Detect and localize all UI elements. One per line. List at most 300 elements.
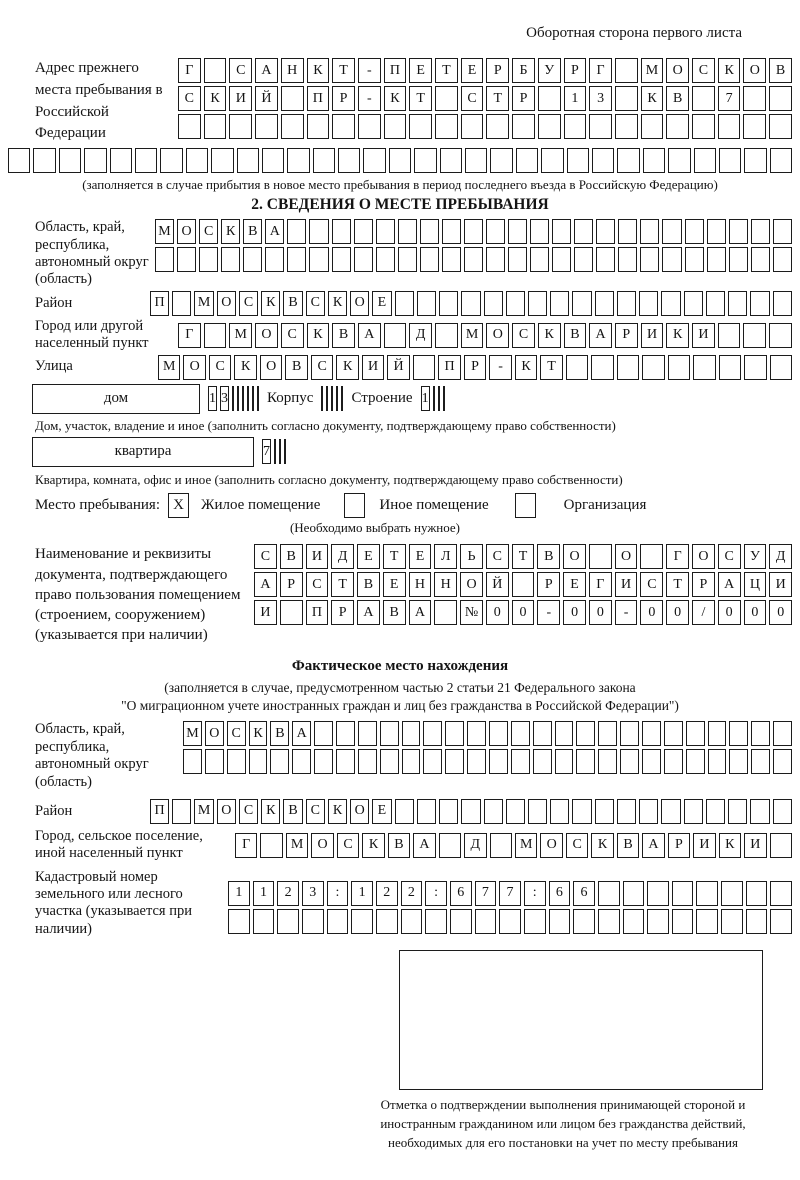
char-box[interactable]: 6: [450, 881, 472, 906]
char-box[interactable]: [409, 114, 432, 139]
char-box[interactable]: М: [641, 58, 664, 83]
char-box[interactable]: С: [640, 572, 663, 597]
char-box[interactable]: [574, 247, 593, 272]
char-box[interactable]: А: [413, 833, 435, 858]
char-box[interactable]: К: [538, 323, 561, 348]
char-box[interactable]: В: [769, 58, 792, 83]
char-box[interactable]: А: [358, 323, 381, 348]
char-box[interactable]: [321, 386, 323, 411]
char-box[interactable]: В: [666, 86, 689, 111]
char-box[interactable]: [751, 749, 770, 774]
char-box[interactable]: [743, 114, 766, 139]
char-box[interactable]: [486, 219, 505, 244]
char-box[interactable]: М: [194, 799, 213, 824]
char-box[interactable]: Б: [512, 58, 535, 83]
char-box[interactable]: [395, 291, 414, 316]
char-box[interactable]: [506, 291, 525, 316]
char-box[interactable]: [243, 247, 262, 272]
char-box[interactable]: [280, 600, 303, 625]
char-box[interactable]: [186, 148, 208, 173]
char-box[interactable]: И: [769, 572, 792, 597]
char-box[interactable]: [541, 148, 563, 173]
char-box[interactable]: П: [150, 291, 169, 316]
char-box[interactable]: О: [177, 219, 196, 244]
char-box[interactable]: [538, 86, 561, 111]
char-box[interactable]: 3: [589, 86, 612, 111]
char-box[interactable]: [672, 881, 694, 906]
char-box[interactable]: [380, 721, 399, 746]
char-box[interactable]: И: [362, 355, 384, 380]
char-box[interactable]: И: [693, 833, 715, 858]
char-box[interactable]: [177, 247, 196, 272]
char-box[interactable]: 3: [302, 881, 324, 906]
char-box[interactable]: [490, 833, 512, 858]
char-box[interactable]: [595, 291, 614, 316]
char-box[interactable]: [770, 909, 792, 934]
char-box[interactable]: С: [311, 355, 333, 380]
char-box[interactable]: [744, 355, 766, 380]
char-box[interactable]: К: [328, 799, 347, 824]
char-box[interactable]: [336, 749, 355, 774]
char-box[interactable]: :: [425, 881, 447, 906]
char-box[interactable]: [533, 749, 552, 774]
char-box[interactable]: [770, 148, 792, 173]
char-box[interactable]: [438, 386, 440, 411]
char-box[interactable]: 0: [718, 600, 741, 625]
char-box[interactable]: [512, 114, 535, 139]
char-box[interactable]: В: [332, 323, 355, 348]
char-box[interactable]: [253, 909, 275, 934]
char-box[interactable]: С: [337, 833, 359, 858]
char-box[interactable]: И: [641, 323, 664, 348]
char-box[interactable]: [228, 909, 250, 934]
char-box[interactable]: Й: [486, 572, 509, 597]
char-box[interactable]: О: [563, 544, 586, 569]
char-box[interactable]: [423, 721, 442, 746]
char-box[interactable]: [524, 909, 546, 934]
char-box[interactable]: [555, 749, 574, 774]
char-box[interactable]: [647, 881, 669, 906]
char-box[interactable]: [433, 386, 435, 411]
char-box[interactable]: [33, 148, 55, 173]
char-box[interactable]: 1: [253, 881, 275, 906]
char-box[interactable]: [552, 219, 571, 244]
char-box[interactable]: Р: [280, 572, 303, 597]
char-box[interactable]: [639, 291, 658, 316]
char-box[interactable]: [538, 114, 561, 139]
char-box[interactable]: Ь: [460, 544, 483, 569]
char-box[interactable]: [729, 247, 748, 272]
char-box[interactable]: [512, 572, 535, 597]
char-box[interactable]: [620, 721, 639, 746]
char-box[interactable]: [307, 114, 330, 139]
char-box[interactable]: [467, 721, 486, 746]
char-box[interactable]: [376, 909, 398, 934]
char-box[interactable]: [327, 909, 349, 934]
char-box[interactable]: О: [350, 291, 369, 316]
char-box[interactable]: [773, 749, 792, 774]
char-box[interactable]: К: [362, 833, 384, 858]
char-box[interactable]: М: [155, 219, 174, 244]
char-box[interactable]: [332, 114, 355, 139]
char-box[interactable]: О: [183, 355, 205, 380]
char-box[interactable]: [664, 749, 683, 774]
char-box[interactable]: [708, 721, 727, 746]
char-box[interactable]: [589, 544, 612, 569]
char-box[interactable]: [265, 247, 284, 272]
char-box[interactable]: А: [589, 323, 612, 348]
char-box[interactable]: [707, 247, 726, 272]
char-box[interactable]: [376, 219, 395, 244]
char-box[interactable]: [445, 721, 464, 746]
char-box[interactable]: [550, 799, 569, 824]
char-box[interactable]: [574, 219, 593, 244]
char-box[interactable]: [642, 355, 664, 380]
char-box[interactable]: [566, 355, 588, 380]
char-box[interactable]: [686, 721, 705, 746]
char-box[interactable]: [237, 386, 239, 411]
char-box[interactable]: К: [328, 291, 347, 316]
char-box[interactable]: [172, 291, 191, 316]
char-box[interactable]: Д: [769, 544, 792, 569]
char-box[interactable]: [314, 749, 333, 774]
char-box[interactable]: [662, 247, 681, 272]
char-box[interactable]: [314, 721, 333, 746]
char-box[interactable]: [287, 219, 306, 244]
char-box[interactable]: [743, 86, 766, 111]
char-box[interactable]: [204, 58, 227, 83]
char-box[interactable]: [773, 721, 792, 746]
char-box[interactable]: Т: [435, 58, 458, 83]
char-box[interactable]: 7: [262, 439, 271, 464]
char-box[interactable]: У: [538, 58, 561, 83]
char-box[interactable]: Г: [178, 58, 201, 83]
char-box[interactable]: [490, 148, 512, 173]
char-box[interactable]: О: [666, 58, 689, 83]
char-box[interactable]: С: [718, 544, 741, 569]
char-box[interactable]: 3: [220, 386, 229, 411]
char-box[interactable]: К: [221, 219, 240, 244]
char-box[interactable]: [721, 881, 743, 906]
char-box[interactable]: Т: [409, 86, 432, 111]
char-box[interactable]: [252, 386, 254, 411]
char-box[interactable]: [684, 291, 703, 316]
char-box[interactable]: [769, 323, 792, 348]
char-box[interactable]: [696, 909, 718, 934]
char-box[interactable]: С: [209, 355, 231, 380]
char-box[interactable]: [331, 386, 333, 411]
char-box[interactable]: [684, 799, 703, 824]
char-box[interactable]: Т: [486, 86, 509, 111]
char-box[interactable]: [528, 799, 547, 824]
char-box[interactable]: [249, 749, 268, 774]
char-box[interactable]: И: [306, 544, 329, 569]
char-box[interactable]: [284, 439, 286, 464]
char-box[interactable]: -: [537, 600, 560, 625]
char-box[interactable]: 0: [769, 600, 792, 625]
char-box[interactable]: С: [199, 219, 218, 244]
char-box[interactable]: [486, 114, 509, 139]
char-box[interactable]: [281, 114, 304, 139]
char-box[interactable]: [729, 721, 748, 746]
char-box[interactable]: 7: [718, 86, 741, 111]
char-box[interactable]: [751, 721, 770, 746]
char-box[interactable]: В: [388, 833, 410, 858]
char-box[interactable]: [84, 148, 106, 173]
char-box[interactable]: [398, 219, 417, 244]
char-box[interactable]: [389, 148, 411, 173]
char-box[interactable]: А: [292, 721, 311, 746]
char-box[interactable]: [647, 909, 669, 934]
char-box[interactable]: [564, 114, 587, 139]
char-box[interactable]: [640, 247, 659, 272]
char-box[interactable]: [620, 749, 639, 774]
char-box[interactable]: [615, 58, 638, 83]
char-box[interactable]: [257, 386, 259, 411]
char-box[interactable]: 0: [640, 600, 663, 625]
char-box[interactable]: У: [744, 544, 767, 569]
char-box[interactable]: [277, 909, 299, 934]
char-box[interactable]: К: [261, 291, 280, 316]
char-box[interactable]: 1: [564, 86, 587, 111]
char-box[interactable]: [395, 799, 414, 824]
char-box[interactable]: [617, 148, 639, 173]
char-box[interactable]: [746, 881, 768, 906]
char-box[interactable]: [592, 148, 614, 173]
char-box[interactable]: [719, 148, 741, 173]
char-box[interactable]: [287, 148, 309, 173]
char-box[interactable]: Т: [383, 544, 406, 569]
char-box[interactable]: П: [438, 355, 460, 380]
char-box[interactable]: М: [461, 323, 484, 348]
char-box[interactable]: [550, 291, 569, 316]
char-box[interactable]: [205, 749, 224, 774]
char-box[interactable]: В: [283, 799, 302, 824]
char-box[interactable]: 0: [486, 600, 509, 625]
char-box[interactable]: [358, 749, 377, 774]
char-box[interactable]: Т: [540, 355, 562, 380]
char-box[interactable]: О: [350, 799, 369, 824]
char-box[interactable]: [707, 219, 726, 244]
char-box[interactable]: О: [260, 355, 282, 380]
char-box[interactable]: [773, 799, 792, 824]
char-box[interactable]: [287, 247, 306, 272]
char-box[interactable]: И: [744, 833, 766, 858]
char-box[interactable]: [746, 909, 768, 934]
char-box[interactable]: [8, 148, 30, 173]
char-box[interactable]: [661, 799, 680, 824]
char-box[interactable]: /: [692, 600, 715, 625]
char-box[interactable]: С: [239, 291, 258, 316]
char-box[interactable]: П: [307, 86, 330, 111]
char-box[interactable]: Р: [512, 86, 535, 111]
char-box[interactable]: [358, 114, 381, 139]
char-box[interactable]: [420, 219, 439, 244]
char-box[interactable]: Р: [564, 58, 587, 83]
char-box[interactable]: [363, 148, 385, 173]
char-box[interactable]: [489, 749, 508, 774]
char-box[interactable]: 0: [563, 600, 586, 625]
char-box[interactable]: [247, 386, 249, 411]
char-box[interactable]: [461, 291, 480, 316]
char-box[interactable]: [751, 247, 770, 272]
char-box[interactable]: [664, 721, 683, 746]
char-box[interactable]: [172, 799, 191, 824]
char-box[interactable]: Р: [537, 572, 560, 597]
char-box[interactable]: [445, 749, 464, 774]
char-box[interactable]: [336, 386, 338, 411]
char-box[interactable]: [484, 799, 503, 824]
char-box[interactable]: 0: [666, 600, 689, 625]
char-box[interactable]: [685, 247, 704, 272]
char-box[interactable]: [770, 881, 792, 906]
char-box[interactable]: [506, 799, 525, 824]
char-box[interactable]: [443, 386, 445, 411]
char-box[interactable]: Р: [332, 86, 355, 111]
char-box[interactable]: [685, 219, 704, 244]
char-box[interactable]: [341, 386, 343, 411]
char-box[interactable]: [413, 355, 435, 380]
char-box[interactable]: 1: [208, 386, 217, 411]
char-box[interactable]: О: [615, 544, 638, 569]
char-box[interactable]: -: [358, 58, 381, 83]
char-box[interactable]: [598, 881, 620, 906]
char-box[interactable]: В: [243, 219, 262, 244]
char-box[interactable]: [292, 749, 311, 774]
char-box[interactable]: С: [281, 323, 304, 348]
char-box[interactable]: [464, 247, 483, 272]
char-box[interactable]: [338, 148, 360, 173]
char-box[interactable]: М: [194, 291, 213, 316]
char-box[interactable]: Г: [666, 544, 689, 569]
char-box[interactable]: С: [227, 721, 246, 746]
char-box[interactable]: [672, 909, 694, 934]
char-box[interactable]: [576, 721, 595, 746]
char-box[interactable]: [508, 247, 527, 272]
char-box[interactable]: [694, 148, 716, 173]
char-box[interactable]: Д: [409, 323, 432, 348]
char-box[interactable]: [598, 909, 620, 934]
char-box[interactable]: 6: [549, 881, 571, 906]
char-box[interactable]: [642, 721, 661, 746]
char-box[interactable]: [227, 749, 246, 774]
char-box[interactable]: №: [460, 600, 483, 625]
char-box[interactable]: [461, 114, 484, 139]
char-box[interactable]: :: [327, 881, 349, 906]
char-box[interactable]: [281, 86, 304, 111]
char-box[interactable]: [499, 909, 521, 934]
char-box[interactable]: К: [261, 799, 280, 824]
char-box[interactable]: Г: [589, 572, 612, 597]
char-box[interactable]: [461, 799, 480, 824]
char-box[interactable]: [336, 721, 355, 746]
char-box[interactable]: 2: [376, 881, 398, 906]
char-box[interactable]: [237, 148, 259, 173]
char-box[interactable]: Е: [357, 544, 380, 569]
char-box[interactable]: С: [566, 833, 588, 858]
char-box[interactable]: [242, 386, 244, 411]
char-box[interactable]: В: [357, 572, 380, 597]
char-box[interactable]: [596, 247, 615, 272]
char-box[interactable]: В: [283, 291, 302, 316]
char-box[interactable]: [718, 323, 741, 348]
char-box[interactable]: [183, 749, 202, 774]
char-box[interactable]: [706, 291, 725, 316]
char-box[interactable]: Р: [464, 355, 486, 380]
char-box[interactable]: [595, 799, 614, 824]
char-box[interactable]: [718, 114, 741, 139]
char-box[interactable]: [639, 799, 658, 824]
char-box[interactable]: [160, 148, 182, 173]
char-box[interactable]: Р: [692, 572, 715, 597]
char-box[interactable]: [384, 323, 407, 348]
char-box[interactable]: С: [486, 544, 509, 569]
char-box[interactable]: [398, 247, 417, 272]
char-box[interactable]: [354, 219, 373, 244]
char-box[interactable]: [615, 114, 638, 139]
char-box[interactable]: Т: [512, 544, 535, 569]
char-box[interactable]: Е: [383, 572, 406, 597]
char-box[interactable]: [744, 148, 766, 173]
char-box[interactable]: Т: [331, 572, 354, 597]
char-box[interactable]: [59, 148, 81, 173]
char-box[interactable]: [110, 148, 132, 173]
char-box[interactable]: [696, 881, 718, 906]
char-box[interactable]: Ц: [744, 572, 767, 597]
char-box[interactable]: [354, 247, 373, 272]
char-box[interactable]: О: [743, 58, 766, 83]
char-box[interactable]: 2: [277, 881, 299, 906]
char-box[interactable]: [435, 86, 458, 111]
char-box[interactable]: [417, 799, 436, 824]
char-box[interactable]: К: [641, 86, 664, 111]
char-box[interactable]: [484, 291, 503, 316]
char-box[interactable]: К: [666, 323, 689, 348]
char-box[interactable]: Е: [563, 572, 586, 597]
char-box[interactable]: Г: [235, 833, 257, 858]
char-box[interactable]: [260, 833, 282, 858]
checkbox-residential[interactable]: X: [168, 493, 189, 518]
char-box[interactable]: С: [178, 86, 201, 111]
char-box[interactable]: [617, 291, 636, 316]
char-box[interactable]: О: [255, 323, 278, 348]
char-box[interactable]: [232, 386, 234, 411]
char-box[interactable]: Й: [387, 355, 409, 380]
char-box[interactable]: [326, 386, 328, 411]
char-box[interactable]: [465, 148, 487, 173]
char-box[interactable]: К: [204, 86, 227, 111]
char-box[interactable]: [255, 114, 278, 139]
char-box[interactable]: [358, 721, 377, 746]
char-box[interactable]: М: [515, 833, 537, 858]
char-box[interactable]: [450, 909, 472, 934]
char-box[interactable]: К: [336, 355, 358, 380]
char-box[interactable]: 1: [228, 881, 250, 906]
char-box[interactable]: [751, 219, 770, 244]
char-box[interactable]: Й: [255, 86, 278, 111]
char-box[interactable]: М: [229, 323, 252, 348]
char-box[interactable]: Р: [668, 833, 690, 858]
char-box[interactable]: [229, 114, 252, 139]
char-box[interactable]: С: [306, 799, 325, 824]
char-box[interactable]: [668, 355, 690, 380]
char-box[interactable]: О: [460, 572, 483, 597]
char-box[interactable]: К: [719, 833, 741, 858]
char-box[interactable]: [274, 439, 276, 464]
char-box[interactable]: [668, 148, 690, 173]
char-box[interactable]: [279, 439, 281, 464]
char-box[interactable]: [440, 148, 462, 173]
